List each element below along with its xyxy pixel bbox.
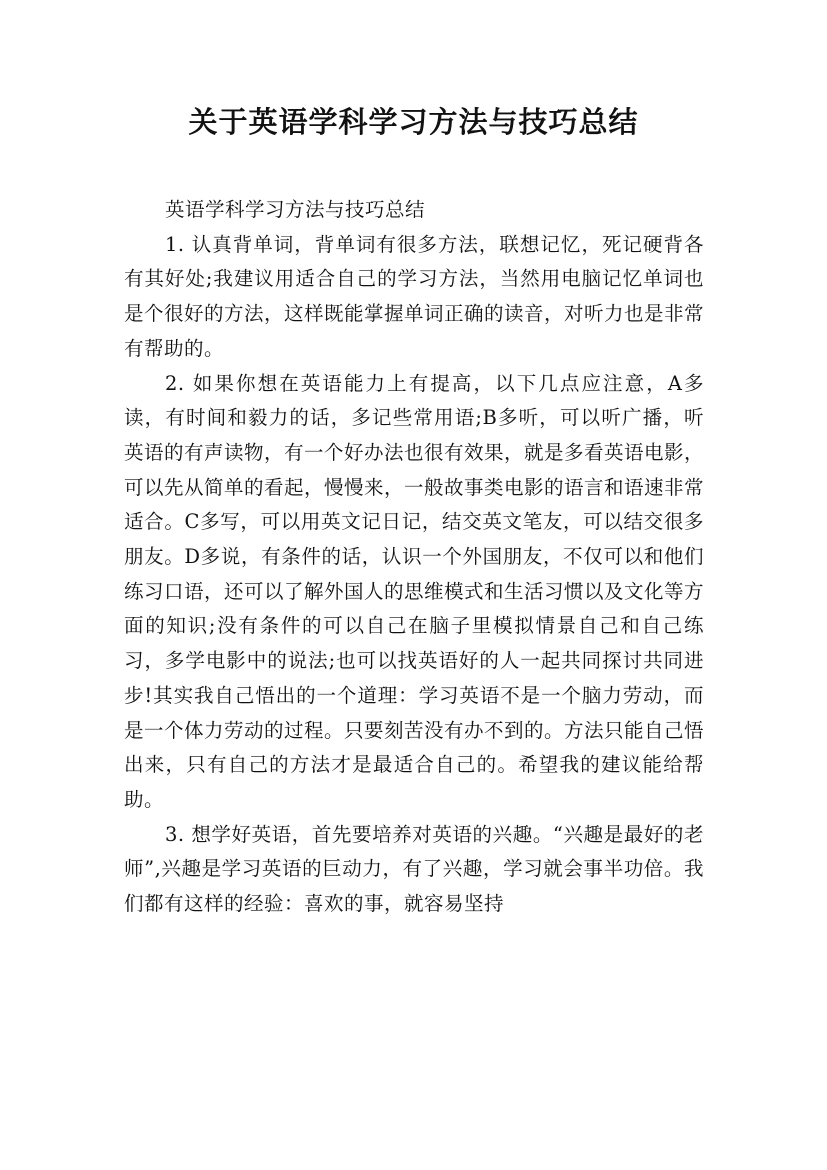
paragraph-2: 2. 如果你想在英语能力上有提高，以下几点应注意，A多读，有时间和毅力的话，多记些常用语;B多听，可以听广播，听英语的有声读物，有一个好办法也很有效果，就是多看英语电影，可以先从简单的看起，慢慢来，一般故事类电影的语言和语速非常适合。C多写，可以用英文记日记，结交英文笔友，可以结交很多朋友。D多说，有条件的话，认识一个外国朋友，不仅可以和他们练习口语，还可以了解外国人的思维模式和生活习惯以及文化等方面的知识;没有条件的可以自己在脑子里模拟情景自己和自己练习，多学电影中的说法;也可以找英语好的人一起共同探讨共同进步!其实我自己悟出的一个道理：学习英语不是一个脑力劳动，而是一个体力劳动的过程。只要刻苦没有办不到的。方法只能自己悟出来，只有自己的方法才是最适合自己的。希望我的建议能给帮助。 xyxy=(124,371,705,811)
document-body xyxy=(124,193,704,922)
document-title: 关于英语学科学习方法与技巧总结 xyxy=(188,105,639,139)
document-subtitle: 英语学科学习方法与技巧总结 xyxy=(164,198,425,221)
paragraph-3: 3. 想学好英语，首先要培养对英语的兴趣。“兴趣是最好的老师”,兴趣是学习英语的巨动力，有了兴趣，学习就会事半功倍。我们都有这样的经验：喜欢的事，就容易坚持 xyxy=(124,822,704,916)
paragraph-1: 1. 认真背单词，背单词有很多方法，联想记忆，死记硬背各有其好处;我建议用适合自己的学习方法，当然用电脑记忆单词也是个很好的方法，这样既能掌握单词正确的读音，对听力也是非常有帮助的。 xyxy=(124,232,705,360)
